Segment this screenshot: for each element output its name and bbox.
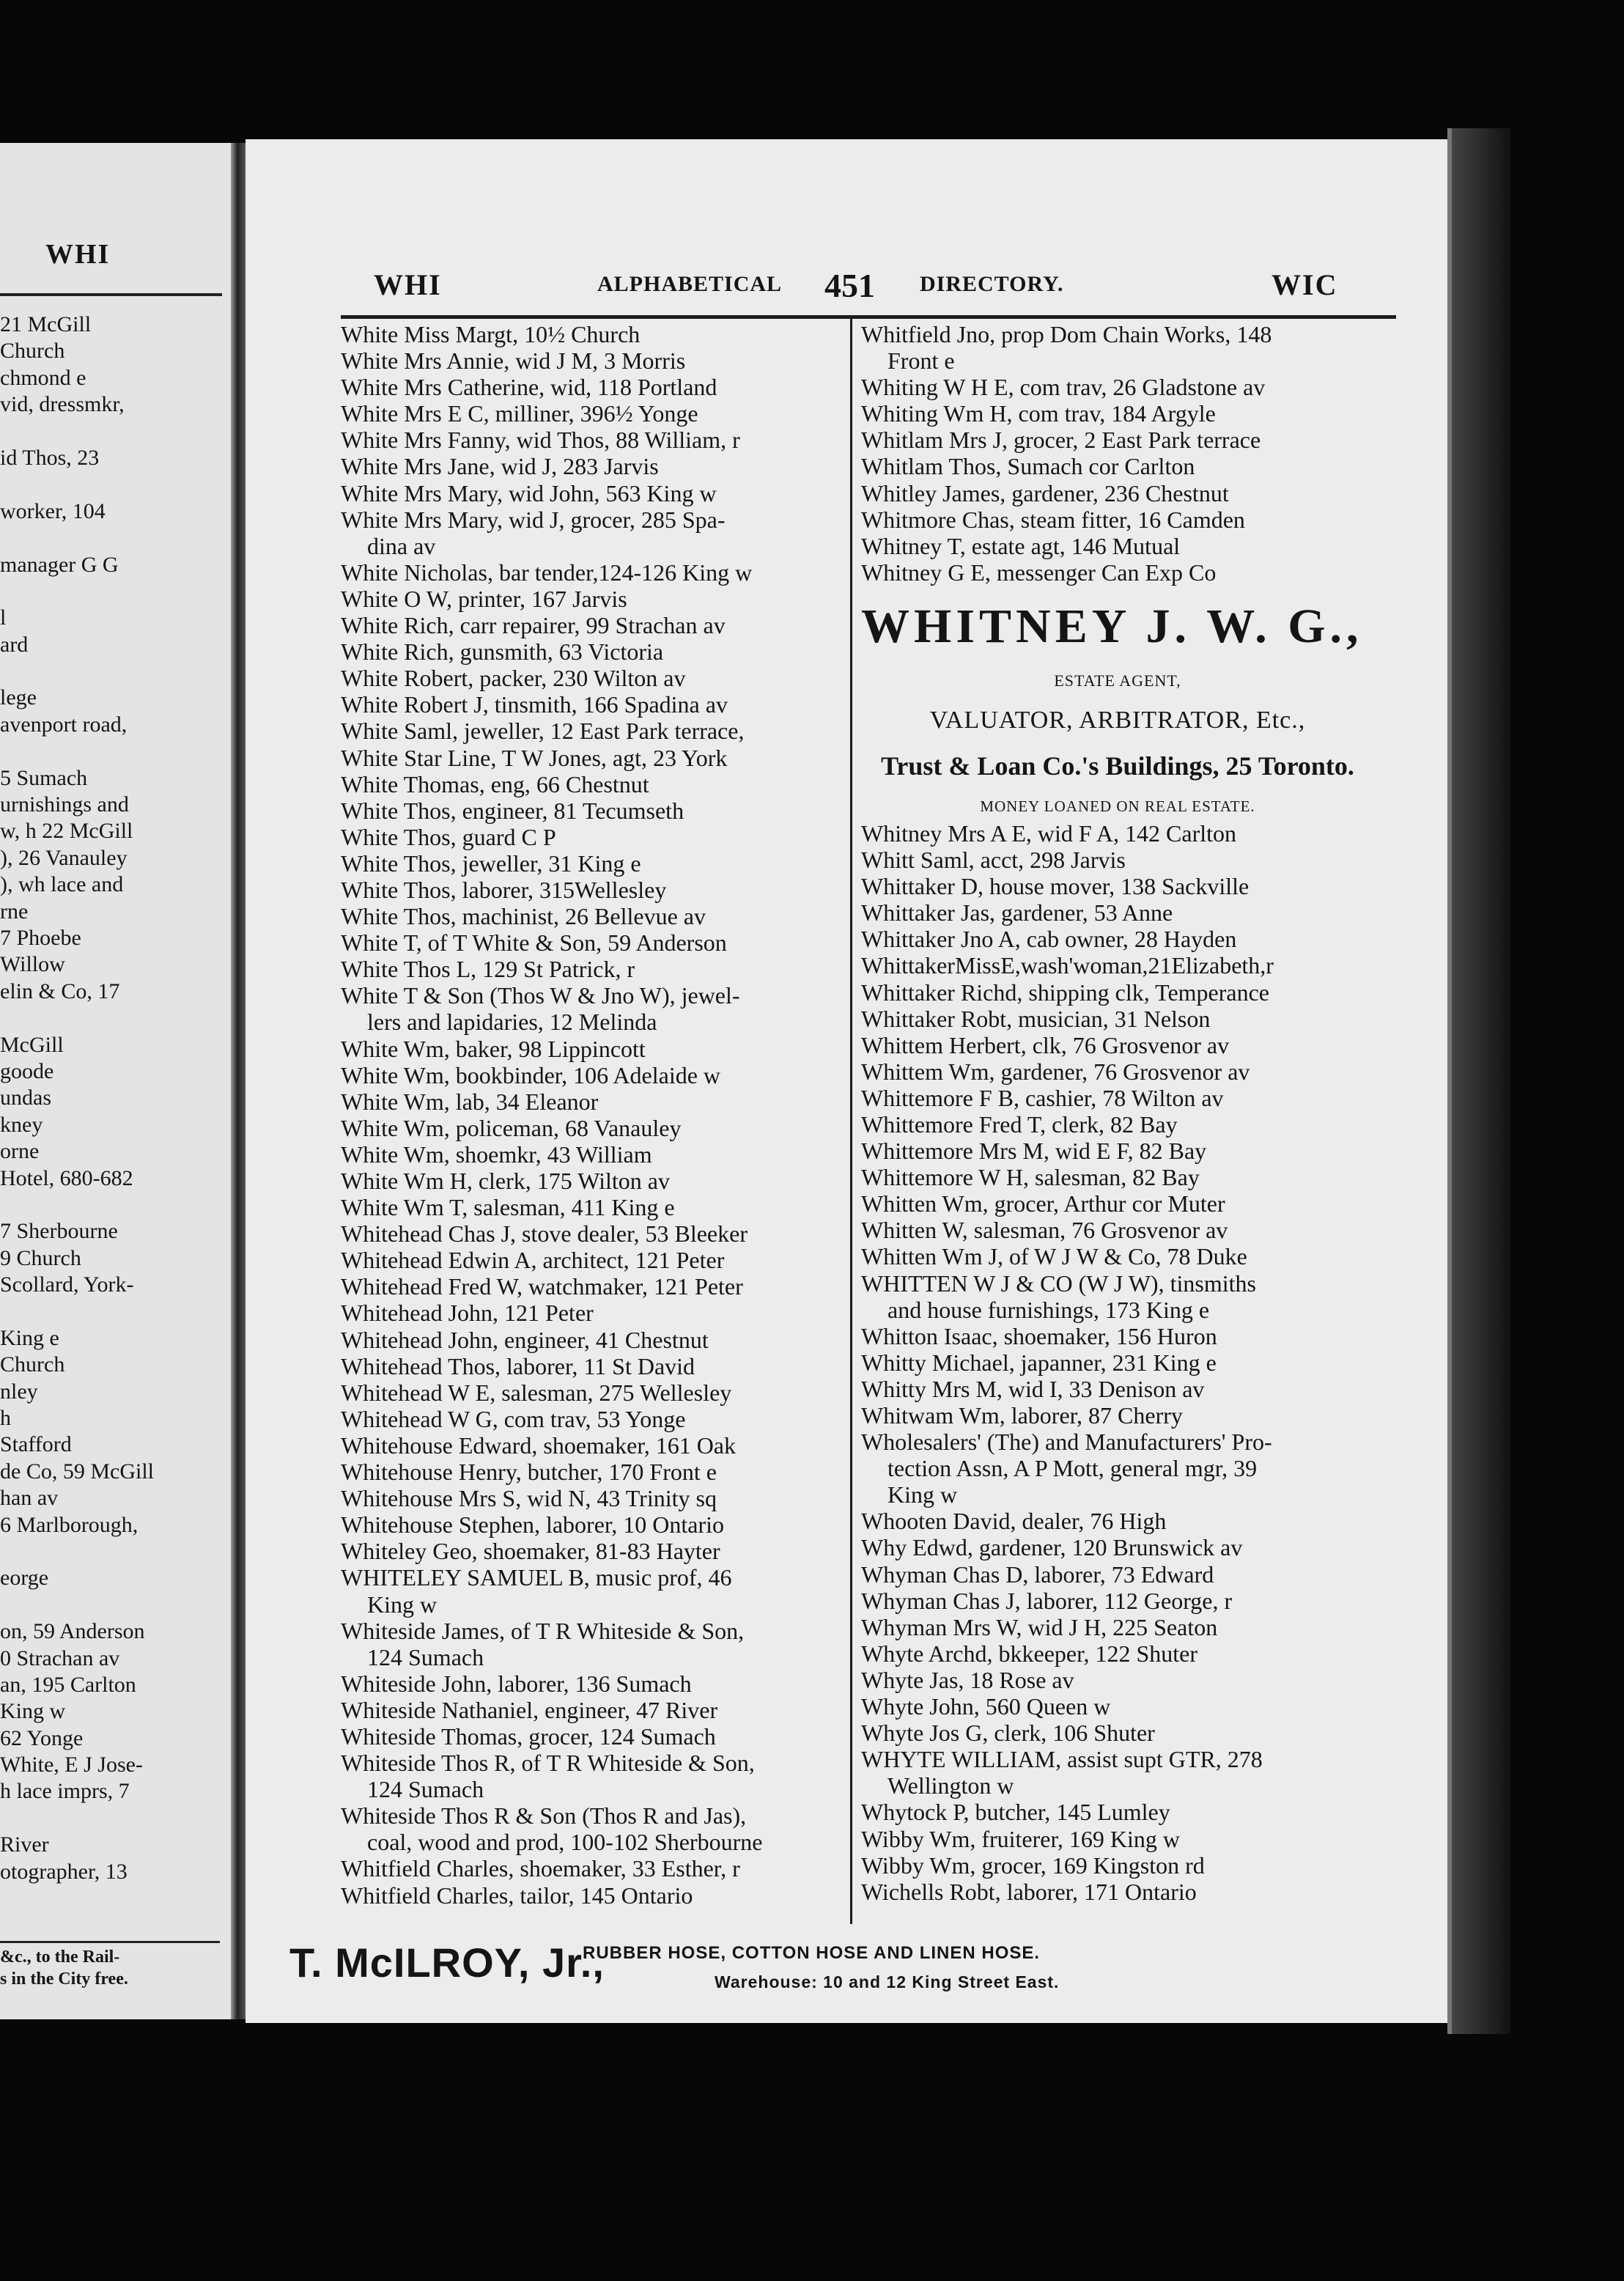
directory-entry: Whittaker D, house mover, 138 Sackville (861, 873, 1250, 900)
left-page-line: de Co, 59 McGill (0, 1459, 154, 1484)
header-directory: DIRECTORY. (920, 272, 1064, 296)
directory-page (246, 139, 1447, 2023)
left-page-line: han av (0, 1486, 59, 1511)
left-page-line (0, 471, 220, 498)
directory-entry: Whitehead Chas J, stove dealer, 53 Bleeker (341, 1220, 748, 1248)
directory-entry: Whitley James, gardener, 236 Chestnut (861, 479, 1229, 506)
directory-entry: dina av (367, 532, 436, 559)
directory-entry: White Rich, gunsmith, 63 Victoria (341, 638, 664, 666)
right-column-bottom-entries (861, 820, 1374, 1905)
directory-entry: Whittaker Jno A, cab owner, 28 Hayden (861, 926, 1237, 953)
directory-entry: White Robert, packer, 230 Wilton av (341, 665, 686, 692)
left-page-line (0, 1192, 220, 1218)
directory-entry: tection Assn, A P Mott, general mgr, 39 (887, 1455, 1258, 1482)
header-rule (341, 315, 1396, 319)
left-page-line: King w (0, 1699, 66, 1724)
directory-entry: Whitten W, salesman, 76 Grosvenor av (861, 1217, 1228, 1244)
directory-entry: Whitehouse Edward, shoemaker, 161 Oak (341, 1431, 736, 1459)
directory-entry: Whittem Herbert, clk, 76 Grosvenor av (861, 1031, 1230, 1058)
directory-entry: Whitlam Mrs J, grocer, 2 East Park terrace (861, 427, 1261, 454)
left-page-line: ), wh lace and (0, 872, 124, 897)
left-page-line (0, 525, 220, 551)
directory-entry: Whitehead W E, salesman, 275 Wellesley (341, 1379, 732, 1406)
directory-entry: Whitfield Jno, prop Dom Chain Works, 148 (861, 321, 1272, 347)
left-page-line (0, 1805, 220, 1832)
footer-advertiser: T. McILROY, Jr., (289, 1939, 605, 1986)
left-page-line: River (0, 1832, 49, 1857)
directory-entry: White Mrs Catherine, wid, 118 Portland (341, 374, 717, 401)
directory-entry: Whittemore F B, cashier, 78 Wilton av (861, 1084, 1224, 1111)
directory-entry: Front e (887, 347, 955, 375)
directory-entry: Whitehead W G, com trav, 53 Yonge (341, 1405, 686, 1432)
left-page-line: l (0, 605, 7, 630)
header-left-guide: WHI (374, 268, 442, 301)
left-page-line: Hotel, 680-682 (0, 1165, 133, 1190)
left-page-line: otographer, 13 (0, 1859, 128, 1884)
left-page-line: 7 Sherbourne (0, 1219, 118, 1244)
left-page-line: w, h 22 McGill (0, 819, 133, 844)
directory-entry: Whitehouse Stephen, laborer, 10 Ontario (341, 1511, 725, 1539)
left-facing-page (0, 143, 231, 2019)
directory-entry: 124 Sumach (367, 1776, 484, 1803)
directory-entry: Whiteside Thos R & Son (Thos R and Jas), (341, 1802, 747, 1829)
directory-entry: and house furnishings, 173 King e (887, 1296, 1210, 1323)
left-page-line: elin & Co, 17 (0, 979, 120, 1003)
directory-entry: WhittakerMissE,wash'woman,21Elizabeth,r (861, 952, 1274, 979)
directory-entry: White Mrs Mary, wid John, 563 King w (341, 479, 717, 506)
directory-entry: White Star Line, T W Jones, agt, 23 York (341, 744, 728, 771)
directory-entry: Whitten Wm, grocer, Arthur cor Muter (861, 1190, 1225, 1217)
left-page-line: goode (0, 1058, 54, 1083)
left-page-line: Church (0, 1352, 65, 1377)
directory-entry: Whyman Chas J, laborer, 112 George, r (861, 1587, 1233, 1614)
directory-entry: Wholesalers' (The) and Manufacturers' Pro- (861, 1429, 1272, 1456)
directory-entry: Whyte John, 560 Queen w (861, 1693, 1111, 1720)
left-page-footer: &c., to the Rail- s in the City free. (0, 1941, 220, 1990)
book-spine (231, 143, 246, 2019)
left-page-line: id Thos, 23 (0, 445, 100, 470)
directory-entry: Whitt Saml, acct, 298 Jarvis (861, 847, 1126, 874)
page-number: 451 (824, 267, 875, 304)
directory-entry: White Mrs Mary, wid J, grocer, 285 Spa- (341, 506, 726, 533)
directory-entry: Whitehouse Mrs S, wid N, 43 Trinity sq (341, 1485, 717, 1512)
directory-entry: White Thos L, 129 St Patrick, r (341, 956, 635, 983)
ad-role: ESTATE AGENT, (1054, 671, 1181, 690)
directory-entry: Whiteside Thomas, grocer, 124 Sumach (341, 1722, 716, 1750)
directory-entry: Whitten Wm J, of W J W & Co, 78 Duke (861, 1243, 1247, 1270)
directory-entry: White Robert J, tinsmith, 166 Spadina av (341, 691, 728, 718)
left-page-line: McGill (0, 1032, 64, 1057)
directory-entry: Why Edwd, gardener, 120 Brunswick av (861, 1534, 1243, 1561)
directory-entry: Whitlam Thos, Sumach cor Carlton (861, 453, 1195, 480)
left-page-line: Stafford (0, 1432, 72, 1457)
left-page-line (0, 1592, 220, 1618)
directory-entry: White Miss Margt, 10½ Church (341, 321, 641, 347)
header-alphabetical: ALPHABETICAL (597, 272, 783, 296)
directory-entry: White T, of T White & Son, 59 Anderson (341, 929, 727, 957)
left-page-line: vid, dressmkr, (0, 392, 125, 417)
left-page-line (0, 419, 220, 445)
directory-entry: lers and lapidaries, 12 Melinda (367, 1009, 657, 1036)
directory-entry: 124 Sumach (367, 1643, 484, 1670)
directory-entry: Wellington w (887, 1772, 1014, 1799)
left-page-line: White, E J Jose- (0, 1753, 143, 1777)
directory-entry: Whittaker Jas, gardener, 53 Anne (861, 899, 1173, 926)
directory-entry: Whiteside Thos R, of T R Whiteside & Son, (341, 1750, 755, 1777)
left-page-line: orne (0, 1139, 40, 1164)
left-page-line: undas (0, 1086, 51, 1110)
left-page-line: rne (0, 899, 29, 924)
directory-entry: Whyman Chas D, laborer, 73 Edward (861, 1560, 1214, 1588)
left-page-line: 62 Yonge (0, 1725, 84, 1750)
directory-entry: Whiteside John, laborer, 136 Sumach (341, 1670, 692, 1697)
left-page-header: WHI (45, 239, 111, 270)
directory-entry: White Wm H, clerk, 175 Wilton av (341, 1168, 670, 1194)
directory-entry: coal, wood and prod, 100-102 Sherbourne (367, 1829, 763, 1856)
directory-entry: Whytock P, butcher, 145 Lumley (861, 1799, 1170, 1826)
directory-entry: Whittaker Robt, musician, 31 Nelson (861, 1005, 1211, 1032)
left-page-line: 5 Sumach (0, 765, 88, 790)
left-page-line: h lace imprs, 7 (0, 1779, 130, 1804)
left-page-line: avenport road, (0, 712, 128, 737)
left-page-line: urnishings and (0, 792, 129, 817)
left-column (341, 321, 854, 1909)
directory-entry: Whyte Jas, 18 Rose av (861, 1666, 1074, 1693)
ad-note: MONEY LOANED ON REAL ESTATE. (980, 797, 1255, 815)
directory-entry: Whitmore Chas, steam fitter, 16 Camden (861, 506, 1245, 533)
left-page-line: Scollard, York- (0, 1272, 134, 1297)
page-header (246, 268, 1447, 312)
directory-entry: Whittemore Mrs M, wid E F, 82 Bay (861, 1138, 1207, 1165)
directory-entry: White Mrs Annie, wid J M, 3 Morris (341, 347, 686, 375)
header-right-guide: WIC (1271, 268, 1338, 301)
directory-entry: Whitehead John, engineer, 41 Chestnut (341, 1326, 709, 1353)
left-page-line: 6 Marlborough, (0, 1512, 139, 1537)
directory-entry: Whittemore Fred T, clerk, 82 Bay (861, 1110, 1178, 1138)
directory-entry: King w (367, 1591, 438, 1618)
directory-entry: White Mrs E C, milliner, 396½ Yonge (341, 400, 698, 427)
directory-entry: White Mrs Fanny, wid Thos, 88 William, r (341, 427, 740, 454)
left-page-line: Church (0, 339, 65, 364)
directory-entry: White Wm, shoemkr, 43 William (341, 1140, 652, 1168)
directory-entry: White Thos, guard C P (341, 823, 556, 850)
left-page-line: ), 26 Vanauley (0, 845, 128, 870)
right-column (861, 321, 1374, 1905)
directory-entry: Whitehead Fred W, watchmaker, 121 Peter (341, 1273, 743, 1300)
directory-entry: White Rich, carr repairer, 99 Strachan av (341, 612, 726, 639)
directory-entry: Wichells Robt, laborer, 171 Ontario (861, 1878, 1197, 1905)
directory-entry: White O W, printer, 167 Jarvis (341, 585, 627, 612)
page-footer-advert (289, 1939, 1389, 2005)
directory-entry: Whitehead Thos, laborer, 11 St David (341, 1352, 695, 1379)
footer-warehouse: Warehouse: 10 and 12 King Street East. (715, 1972, 1060, 1991)
footer-goods: RUBBER HOSE, COTTON HOSE AND LINEN HOSE. (583, 1943, 1041, 1963)
left-page-line: 9 Church (0, 1245, 81, 1270)
directory-entry: King w (887, 1481, 958, 1508)
directory-entry: White Thos, machinist, 26 Bellevue av (341, 903, 706, 930)
left-page-line: kney (0, 1112, 43, 1137)
directory-entry: Whiteley Geo, shoemaker, 81-83 Hayter (341, 1538, 720, 1565)
directory-entry: Whittaker Richd, shipping clk, Temperance (861, 979, 1269, 1006)
directory-entry: White Wm, bookbinder, 106 Adelaide w (341, 1061, 721, 1088)
left-page-line (0, 738, 220, 764)
left-page-rule (0, 293, 222, 296)
directory-entry: White Thos, laborer, 315Wellesley (341, 876, 667, 903)
directory-entry: Whitney T, estate agt, 146 Mutual (861, 532, 1181, 559)
directory-entry: Whittem Wm, gardener, 76 Grosvenor av (861, 1058, 1250, 1085)
directory-entry: Whitty Mrs M, wid I, 33 Denison av (861, 1375, 1205, 1402)
directory-entry: WHITTEN W J & CO (W J W), tinsmiths (861, 1270, 1256, 1297)
left-page-line: h (0, 1406, 11, 1431)
directory-entry: White Nicholas, bar tender,124-126 King w (341, 559, 753, 586)
left-page-line: ard (0, 632, 29, 657)
left-page-line: nley (0, 1379, 38, 1404)
ad-services: VALUATOR, ARBITRATOR, Etc., (929, 706, 1306, 734)
directory-entry: Whitton Isaac, shoemaker, 156 Huron (861, 1322, 1217, 1349)
right-column-top-entries (861, 321, 1374, 586)
directory-entry: White T & Son (Thos W & Jno W), jewel- (341, 982, 740, 1009)
left-page-line: 0 Strachan av (0, 1646, 120, 1670)
directory-entry: Whitwam Wm, laborer, 87 Cherry (861, 1402, 1183, 1429)
ad-address: Trust & Loan Co.'s Buildings, 25 Toronto. (881, 751, 1354, 781)
left-page-line (0, 1539, 220, 1565)
directory-entry: Wibby Wm, fruiterer, 169 King w (861, 1825, 1180, 1852)
left-page-line: chmond e (0, 365, 86, 390)
directory-entry: Whitehead John, 121 Peter (341, 1300, 594, 1327)
directory-entry: Whyte Jos G, clerk, 106 Shuter (861, 1720, 1155, 1747)
directory-entry: Whooten David, dealer, 76 High (861, 1508, 1167, 1535)
directory-entry: Whyte Archd, bkkeeper, 122 Shuter (861, 1640, 1198, 1667)
directory-entry: Whiteside James, of T R Whiteside & Son, (341, 1617, 745, 1644)
directory-entry: White Mrs Jane, wid J, 283 Jarvis (341, 453, 659, 480)
left-page-line (0, 658, 220, 685)
directory-entry: WHITELEY SAMUEL B, music prof, 46 (341, 1564, 732, 1591)
left-page-line: 7 Phoebe (0, 925, 81, 950)
directory-entry: Whiteside Nathaniel, engineer, 47 River (341, 1696, 718, 1723)
directory-entry: White Saml, jeweller, 12 East Park terrace, (341, 718, 745, 745)
directory-entry: Whiting Wm H, com trav, 184 Argyle (861, 400, 1216, 427)
left-page-line: on, 59 Anderson (0, 1619, 145, 1644)
directory-entry: WHYTE WILLIAM, assist supt GTR, 278 (861, 1746, 1263, 1773)
left-page-line (0, 1005, 220, 1031)
directory-entry: Whiting W H E, com trav, 26 Gladstone av (861, 374, 1266, 401)
directory-entry: White Thomas, eng, 66 Chestnut (341, 770, 649, 797)
directory-entry: Whitney Mrs A E, wid F A, 142 Carlton (861, 819, 1236, 847)
left-page-line: worker, 104 (0, 498, 106, 523)
directory-entry: White Wm, policeman, 68 Vanauley (341, 1114, 682, 1141)
left-page-line: eorge (0, 1566, 49, 1591)
left-page-line: 21 McGill (0, 312, 92, 336)
directory-entry: Whitfield Charles, shoemaker, 33 Esther, r (341, 1855, 740, 1882)
left-page-line: lege (0, 685, 37, 710)
directory-entry: Whitney G E, messenger Can Exp Co (861, 559, 1217, 586)
left-page-line (0, 1298, 220, 1324)
directory-entry: Wibby Wm, grocer, 169 Kingston rd (861, 1851, 1205, 1879)
directory-entry: Whyman Mrs W, wid J H, 225 Seaton (861, 1613, 1218, 1640)
left-page-line: an, 195 Carlton (0, 1672, 136, 1697)
directory-entry: White Wm, lab, 34 Eleanor (341, 1088, 599, 1115)
directory-entry: White Thos, engineer, 81 Tecumseth (341, 797, 684, 824)
left-page-line: Willow (0, 952, 65, 977)
directory-entry: Whitty Michael, japanner, 231 King e (861, 1349, 1217, 1376)
left-page-line (0, 578, 220, 605)
directory-entry: White Thos, jeweller, 31 King e (341, 850, 641, 877)
left-page-lines (0, 312, 220, 1885)
left-page-line: manager G G (0, 552, 119, 577)
ad-name: WHITNEY J. W. G., (861, 599, 1363, 653)
directory-entry: Whitfield Charles, tailor, 145 Ontario (341, 1882, 693, 1909)
directory-entry: Whitehead Edwin A, architect, 121 Peter (341, 1247, 725, 1274)
directory-entry: Whitehouse Henry, butcher, 170 Front e (341, 1459, 717, 1486)
whitney-advertisement (861, 593, 1374, 820)
directory-entry: White Wm, baker, 98 Lippincott (341, 1035, 646, 1062)
directory-entry: Whittemore W H, salesman, 82 Bay (861, 1164, 1200, 1191)
page-edge (1447, 128, 1510, 2034)
directory-entry: White Wm T, salesman, 411 King e (341, 1194, 675, 1221)
left-page-line: King e (0, 1325, 59, 1350)
